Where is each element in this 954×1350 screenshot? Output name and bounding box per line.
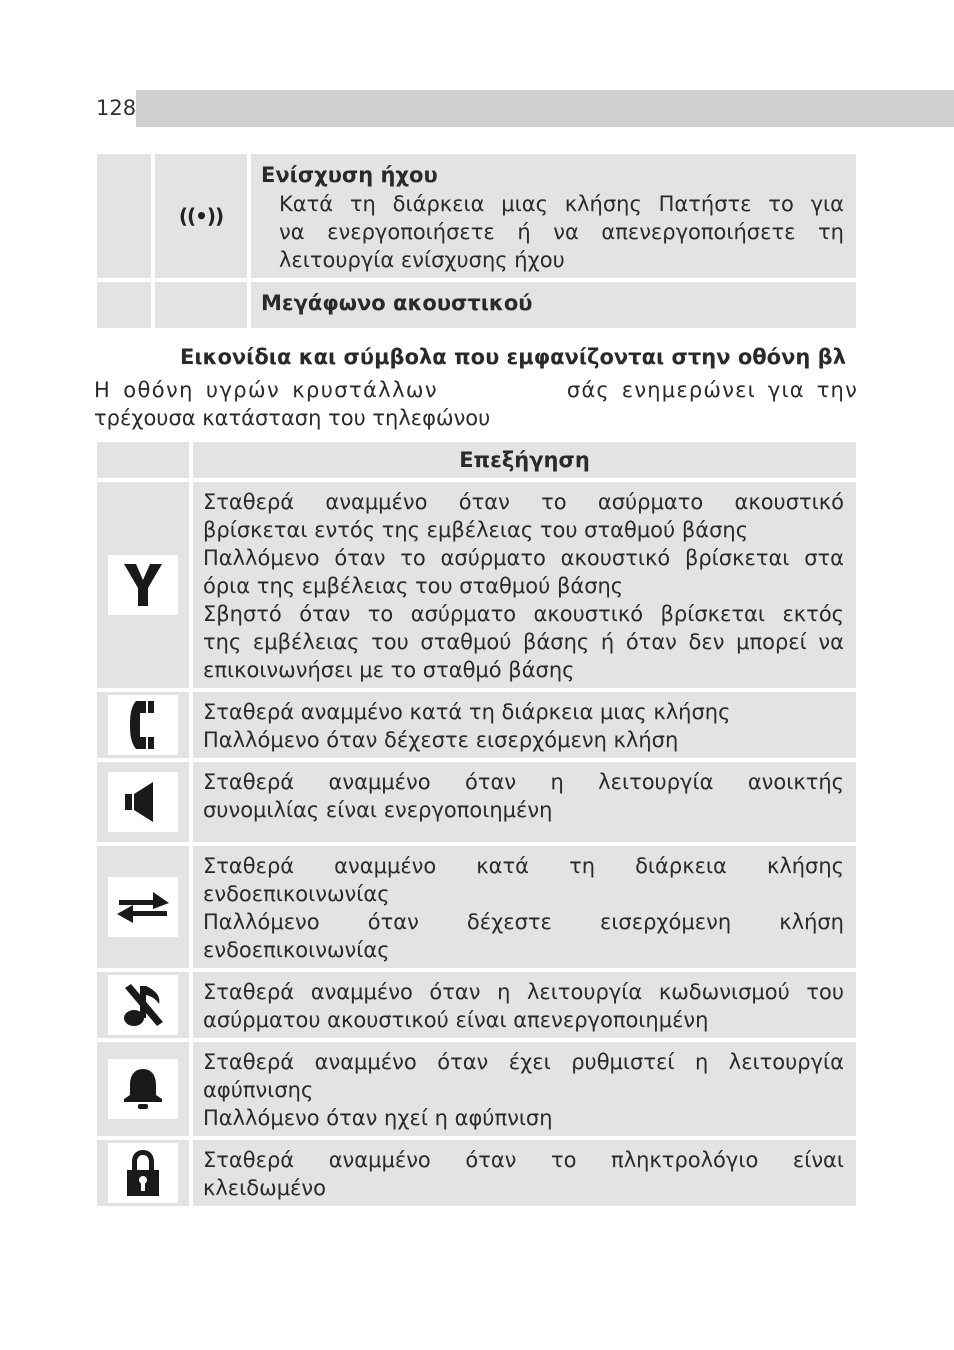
text-line: να ενεργοποιήσετε ή να απενεργοποιήσετε τη bbox=[279, 220, 844, 244]
section-title: Εικονίδια και σύμβολα που εμφανίζονται στην οθόνη βλ bbox=[180, 345, 846, 369]
icon-cell bbox=[97, 1042, 189, 1136]
text-line: Παλλόμενο όταν ηχεί η αφύπνιση bbox=[203, 1106, 553, 1130]
row-title: Ενίσχυση ήχου bbox=[261, 163, 438, 187]
table-row bbox=[97, 762, 856, 842]
text-line: Παλλόμενο όταν δέχεστε εισερχόμενη κλήση bbox=[203, 910, 844, 934]
icon-cell bbox=[97, 692, 189, 758]
text-line: Σταθερά αναμμένο όταν το ασύρματο ακουστικό bbox=[203, 490, 844, 514]
blank-cell bbox=[155, 282, 247, 328]
table-row bbox=[97, 846, 856, 968]
table-row bbox=[97, 482, 856, 688]
header-cell-explanation: Επεξήγηση bbox=[193, 442, 856, 478]
lock-icon bbox=[123, 1148, 163, 1198]
intro-paragraph bbox=[94, 376, 858, 432]
text-line: ενδοεπικοινωνίας bbox=[203, 938, 390, 962]
row-title: Μεγάφωνο ακουστικού bbox=[261, 291, 533, 315]
icons-table bbox=[93, 438, 860, 1210]
text-line: Σταθερά αναμμένο όταν έχει ρυθμιστεί η λειτουργία bbox=[203, 1050, 844, 1074]
table-row bbox=[97, 282, 856, 328]
icon-cell bbox=[155, 154, 247, 278]
description-cell bbox=[193, 692, 856, 758]
text-line: της εμβέλειας του σταθμού βάσης ή όταν δεν μπορεί να bbox=[203, 630, 844, 654]
icon-cell bbox=[97, 846, 189, 968]
icon-cell bbox=[97, 1140, 189, 1206]
description-cell bbox=[193, 482, 856, 688]
text-line: βρίσκεται εντός της εμβέλειας του σταθμού βάσης bbox=[203, 518, 749, 542]
ringer-off-icon bbox=[121, 982, 165, 1028]
icon-cell bbox=[97, 972, 189, 1038]
text-line: Σταθερά αναμμένο όταν η λειτουργία κωδωνισμού του bbox=[203, 980, 844, 1004]
description-cell bbox=[193, 762, 856, 842]
description-cell bbox=[193, 1042, 856, 1136]
text-line: Κατά τη διάρκεια μιας κλήσης Πατήστε το για bbox=[279, 192, 844, 216]
function-table bbox=[93, 150, 860, 332]
description-cell bbox=[251, 282, 856, 328]
table-row bbox=[97, 692, 856, 758]
text-line: κλειδωμένο bbox=[203, 1176, 326, 1200]
antenna-icon bbox=[121, 562, 165, 608]
page-number: 128 bbox=[93, 90, 136, 127]
speaker-icon bbox=[123, 779, 163, 825]
text-line: Σταθερά αναμμένο κατά τη διάρκεια μιας κλήσης bbox=[203, 700, 731, 724]
table-row bbox=[97, 154, 856, 278]
text-line: Σταθερά αναμμένο κατά τη διάρκεια κλήσης bbox=[203, 854, 844, 878]
alarm-bell-icon bbox=[120, 1067, 166, 1111]
text-line: Σταθερά αναμμένο όταν το πληκτρολόγιο είναι bbox=[203, 1148, 844, 1172]
text-line: συνομιλίας είναι ενεργοποιημένη bbox=[203, 798, 553, 822]
icon-cell bbox=[97, 762, 189, 842]
table-header-row bbox=[97, 442, 856, 478]
intercom-arrows-icon bbox=[115, 887, 171, 927]
description-cell bbox=[193, 972, 856, 1038]
phone-handset-icon bbox=[128, 699, 158, 751]
description-cell bbox=[193, 846, 856, 968]
intro-text: τρέχουσα κατάσταση του τηλεφώνου bbox=[94, 406, 491, 430]
vibration-sound-icon: ((•)) bbox=[178, 204, 224, 228]
intro-text: σάς ενημερώνει για την bbox=[566, 378, 858, 402]
text-line: όρια της εμβέλειας του σταθμού βάσης bbox=[203, 574, 624, 598]
table-row bbox=[97, 1140, 856, 1206]
table-row bbox=[97, 972, 856, 1038]
text-line: Σταθερά αναμμένο όταν η λειτουργία ανοικτής bbox=[203, 770, 844, 794]
text-line: επικοινωνήσει με το σταθμό βάσης bbox=[203, 658, 575, 682]
blank-cell bbox=[97, 154, 151, 278]
text-line: ενδοεπικοινωνίας bbox=[203, 882, 390, 906]
header-cell bbox=[97, 442, 189, 478]
text-line: Σβηστό όταν το ασύρματο ακουστικό βρίσκεται εκτός bbox=[203, 602, 844, 626]
text-line: ασύρματου ακουστικού είναι απενεργοποιημένη bbox=[203, 1008, 709, 1032]
intro-text: Η οθόνη υγρών κρυστάλλων bbox=[94, 378, 439, 402]
text-line: αφύπνισης bbox=[203, 1078, 314, 1102]
description-cell bbox=[251, 154, 856, 278]
text-line: Παλλόμενο όταν το ασύρματο ακουστικό βρίσκεται στα bbox=[203, 546, 844, 570]
page-header-bar bbox=[93, 90, 954, 127]
description-cell bbox=[193, 1140, 856, 1206]
blank-cell bbox=[97, 282, 151, 328]
text-line: Παλλόμενο όταν δέχεστε εισερχόμενη κλήση bbox=[203, 728, 679, 752]
icon-cell bbox=[97, 482, 189, 688]
table-row bbox=[97, 1042, 856, 1136]
text-line: λειτουργία ενίσχυσης ήχου bbox=[279, 248, 565, 272]
